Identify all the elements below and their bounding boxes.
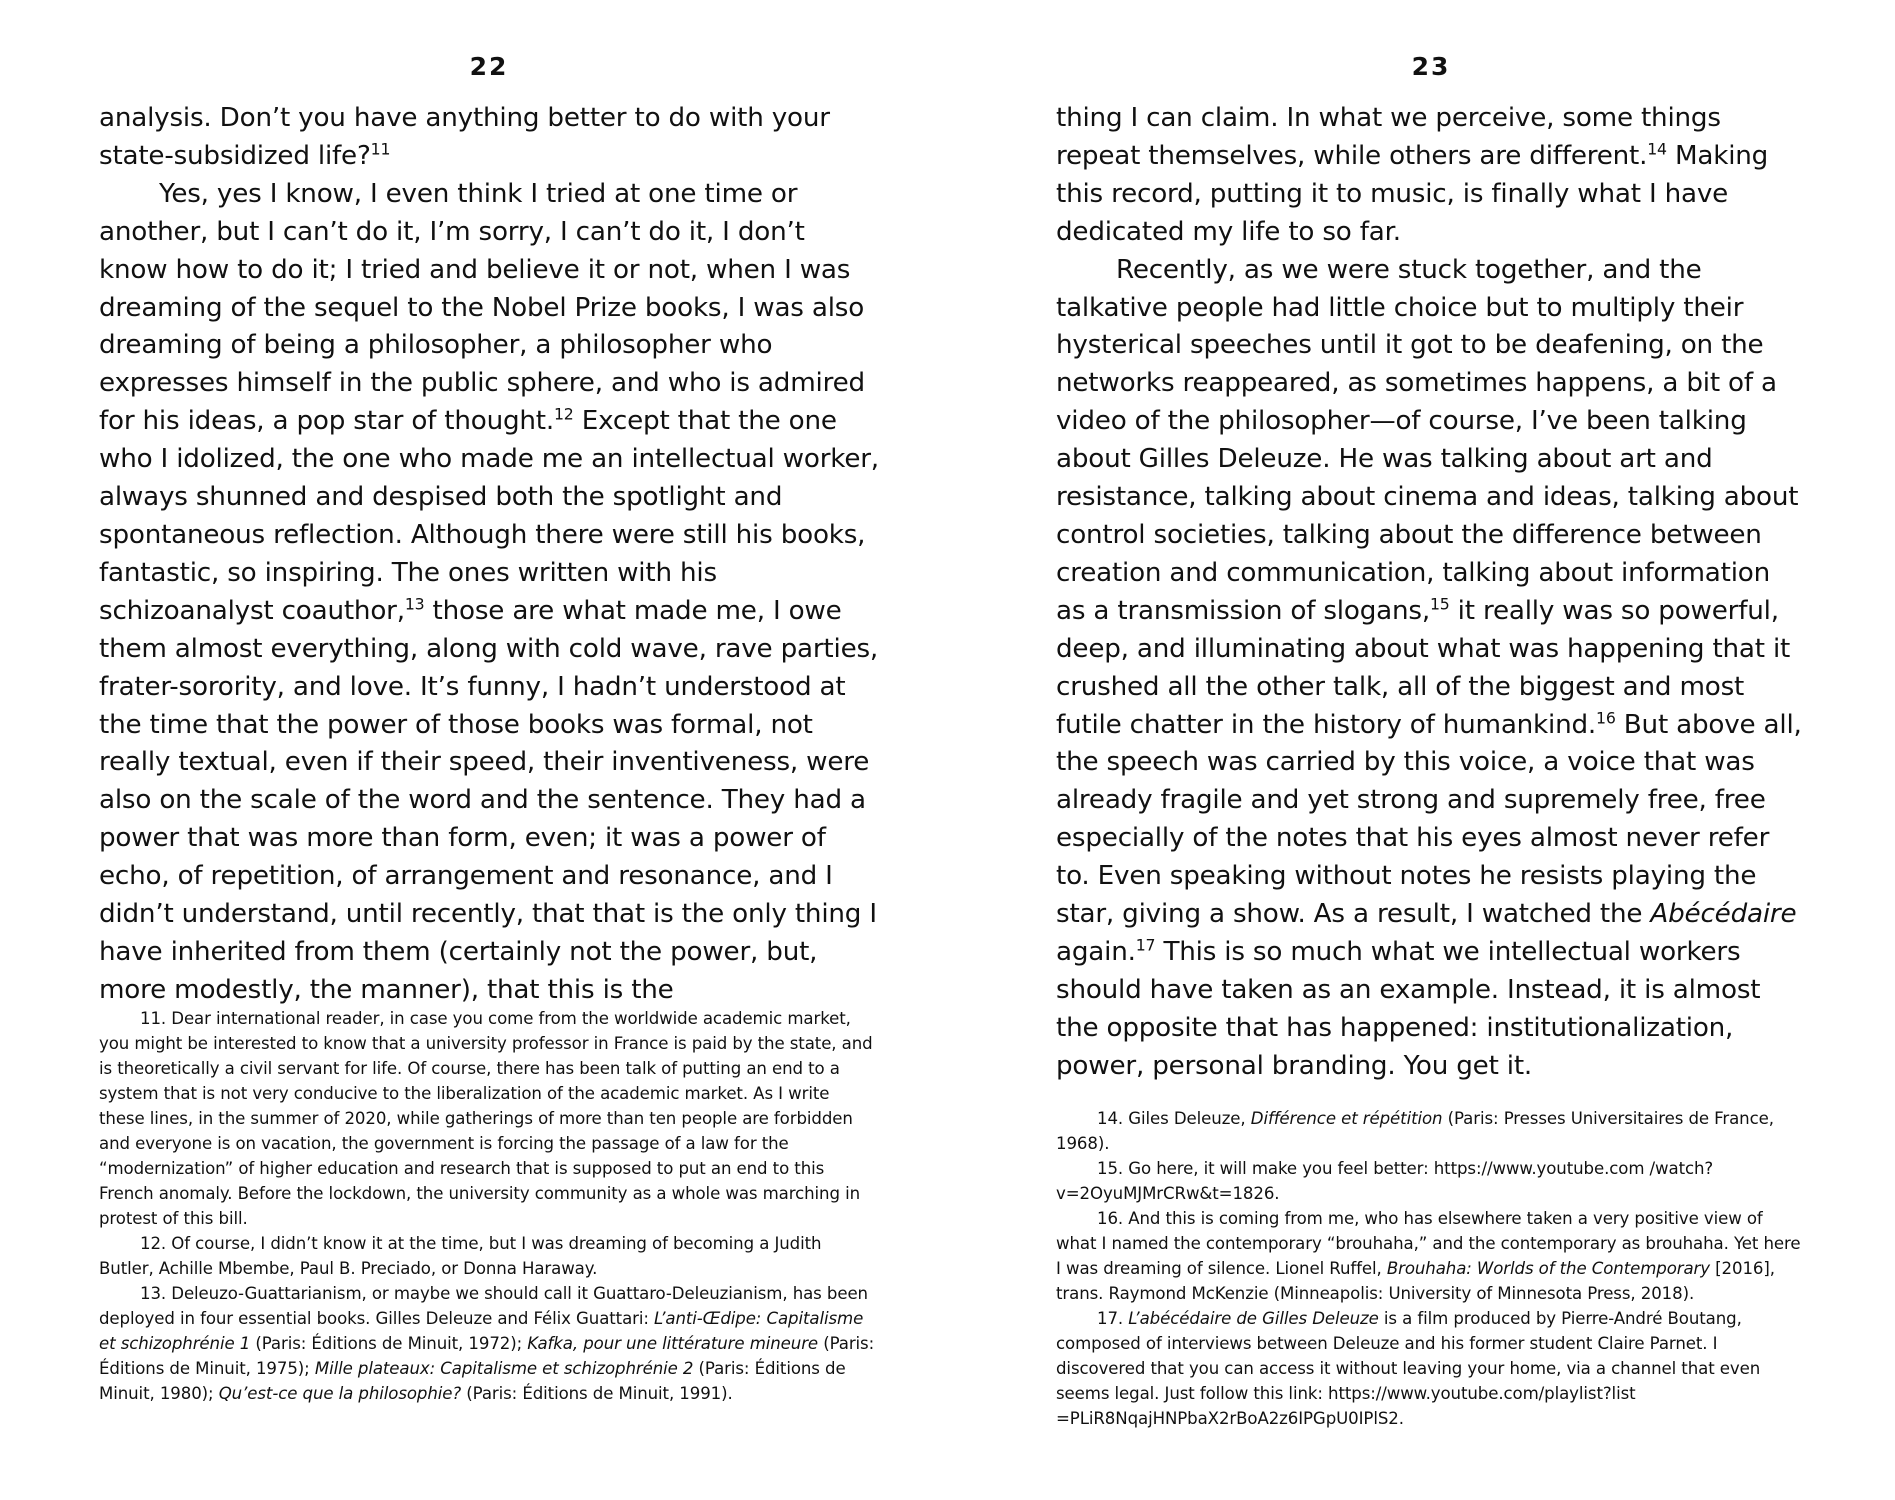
title-labecedaire: L’abécédaire de Gilles Deleuze — [1128, 1309, 1379, 1328]
left-body-text — [99, 100, 879, 1010]
footnote-ref-11[interactable]: 11 — [370, 139, 391, 159]
footnote-12: 12. Of course, I didn’t know it at the time, but I was dreaming of becoming a Judith Butler, Achille Mbembe, Paul B. Preciado, or Donna Haraway. — [99, 1234, 822, 1278]
right-footnotes — [1056, 1106, 1806, 1431]
right-body-text — [1056, 100, 1806, 1086]
left-paragraph-1: analysis. Don’t you have anything better to do with your state-subsidized life?$^{11}$ — [99, 103, 830, 171]
footnote-16: 16. And this is coming from me, who has elsewhere taken a very positive view of what I named the contemporary “brouhaha,” and the contemporary as brouhaha. Yet here I was dreaming of silence. Lionel Ruffel, Brouhaha: Worlds of the Contemporary [2016], trans. Raymond McKenzie (Minneapolis: University of Minnesota Press, 2018). — [1056, 1209, 1801, 1303]
right-paragraph-2: Recently, as we were stuck together, and the talkative people had little choice but to multiply their hysterical speeches until it got to be deafening, on the networks reappeared, as sometimes happens, a bit of a video of the philosopher—of course, I’ve been talking about Gilles Deleuze. He was talking about art and resistance, talking about cinema and ideas, talking about control societies, talking about the difference between creation and communication, talking about information as a transmission of slogans,$^{15}$ it really was so powerful, deep, and illuminating about what was happening that it crushed all the other talk, all of the biggest and most futile chatter in the history of humankind.$^{16}$ But above all, the speech was carried by this voice, a voice that was already fragile and yet strong and supremely free, free especially of the notes that his eyes almost never refer to. Even speaking without notes he resists playing the star, giving a show. As a result, I watched the Abécédaire again.$^{17}$ This is so much what we intellectual workers should have taken as an example. Instead, it is almost the opposite that has happened: institutionalization, power, personal branding. You get it. — [1056, 254, 1802, 1081]
title-abecedaire: Abécédaire — [1650, 899, 1797, 930]
title-difference-et-repetition: Différence et répétition — [1250, 1109, 1443, 1128]
footnote-ref-13[interactable]: 13 — [404, 594, 425, 614]
title-mille-plateaux: Mille plateaux: Capitalisme et schizophrénie 2 — [314, 1359, 694, 1378]
title-anti-oedipe: L’anti-Œdipe: Capitalisme et schizophrénie 1 — [99, 1309, 864, 1353]
footnote-ref-14[interactable]: 14 — [1647, 139, 1667, 159]
right-page-number: 23 — [1411, 52, 1451, 81]
title-quest-ce-que: Qu’est-ce que la philosophie? — [218, 1384, 462, 1403]
right-paragraph-1: thing I can claim. In what we perceive, some things repeat themselves, while others are different.$^{14}$ Making this record, putting it to music, is finally what I have dedicated my life to so far. — [1056, 103, 1769, 247]
footnote-17: 17. L’abécédaire de Gilles Deleuze is a film produced by Pierre-André Boutang, composed of interviews between Deleuze and his former student Claire Parnet. I discovered that you can access it without leaving your home, via a channel that even seems legal. Just follow this link: https://www.youtube.com/playlist?list =PLiR8NqajHNPbaX2rBoA2z6IPGpU0IPlS2. — [1056, 1309, 1761, 1428]
footnote-11: 11. Dear international reader, in case you come from the worldwide academic market, you might be interested to know that a university professor in France is paid by the state, and is theoretically a civil servant for life. Of course, there has been talk of putting an end to a system that is not very conducive to the liberalization of the academic market. As I write these lines, in the summer of 2020, while gatherings of more than ten people are forbidden and everyone is on vacation, the government is forcing the passage of a law for the “modernization” of higher education and research that is supposed to put an end to this French anomaly. Before the lockdown, the university community as a whole was marching in protest of this bill. — [99, 1009, 873, 1228]
footnote-14: 14. Giles Deleuze, Différence et répétition (Paris: Presses Universitaires de France, 1968). — [1056, 1109, 1774, 1153]
footnote-ref-17[interactable]: 17 — [1135, 935, 1156, 955]
footnote-ref-15[interactable]: 15 — [1429, 594, 1450, 614]
left-page — [99, 0, 879, 1500]
left-paragraph-2: Yes, yes I know, I even think I tried at one time or another, but I can’t do it, I’m sorry, I can’t do it, I don’t know how to do it; I tried and believe it or not, when I was dreaming of the sequel to the Nobel Prize books, I was also dreaming of being a philosopher, a philosopher who expresses himself in the public sphere, and who is admired for his ideas, a pop star of thought.$^{12}$ Except that the one who I idolized, the one who made me an intellectual worker, always shunned and despised both the spotlight and spontaneous reflection. Although there were still his books, fantastic, so inspiring. The ones written with his schizoanalyst coauthor,$^{13}$ those are what made me, I owe them almost everything, along with cold wave, rave parties, frater-sorority, and love. It’s funny, I hadn’t understood at the time that the power of those books was formal, not really textual, even if their speed, their inventiveness, were also on the scale of the word and the sentence. They had a power that was more than form, even; it was a power of echo, of repetition, of arrangement and resonance, and I didn’t understand, until recently, that that is the only thing I have inherited from them (certainly not the power, but, more modestly, the manner), that this is the — [99, 178, 879, 1005]
right-page — [1056, 0, 1806, 1500]
title-kafka: Kafka, pour une littérature mineure — [527, 1334, 819, 1353]
title-brouhaha: Brouhaha: Worlds of the Contemporary — [1386, 1259, 1710, 1278]
footnote-13: 13. Deleuzo-Guattarianism, or maybe we should call it Guattaro-Deleuzianism, has been deployed in four essential books. Gilles Deleuze and Félix Guattari: L’anti-Œdipe: Capitalisme et schizophrénie 1 (Paris: Éditions de Minuit, 1972); Kafka, pour une littérature mineure (Paris: Éditions de Minuit, 1975); Mille plateaux: Capitalisme et schizophrénie 2 (Paris: Éditions de Minuit, 1980); Qu’est-ce que la philosophie? (Paris: Éditions de Minuit, 1991). — [99, 1284, 875, 1403]
left-page-number: 22 — [469, 52, 509, 81]
footnote-ref-12[interactable]: 12 — [554, 404, 574, 424]
footnote-15: 15. Go here, it will make you feel better: https://www.youtube.com /watch?v=2OyuMJMrCRw&t=1826. — [1056, 1159, 1714, 1203]
footnote-ref-16[interactable]: 16 — [1596, 707, 1616, 727]
left-footnotes — [99, 1006, 879, 1406]
